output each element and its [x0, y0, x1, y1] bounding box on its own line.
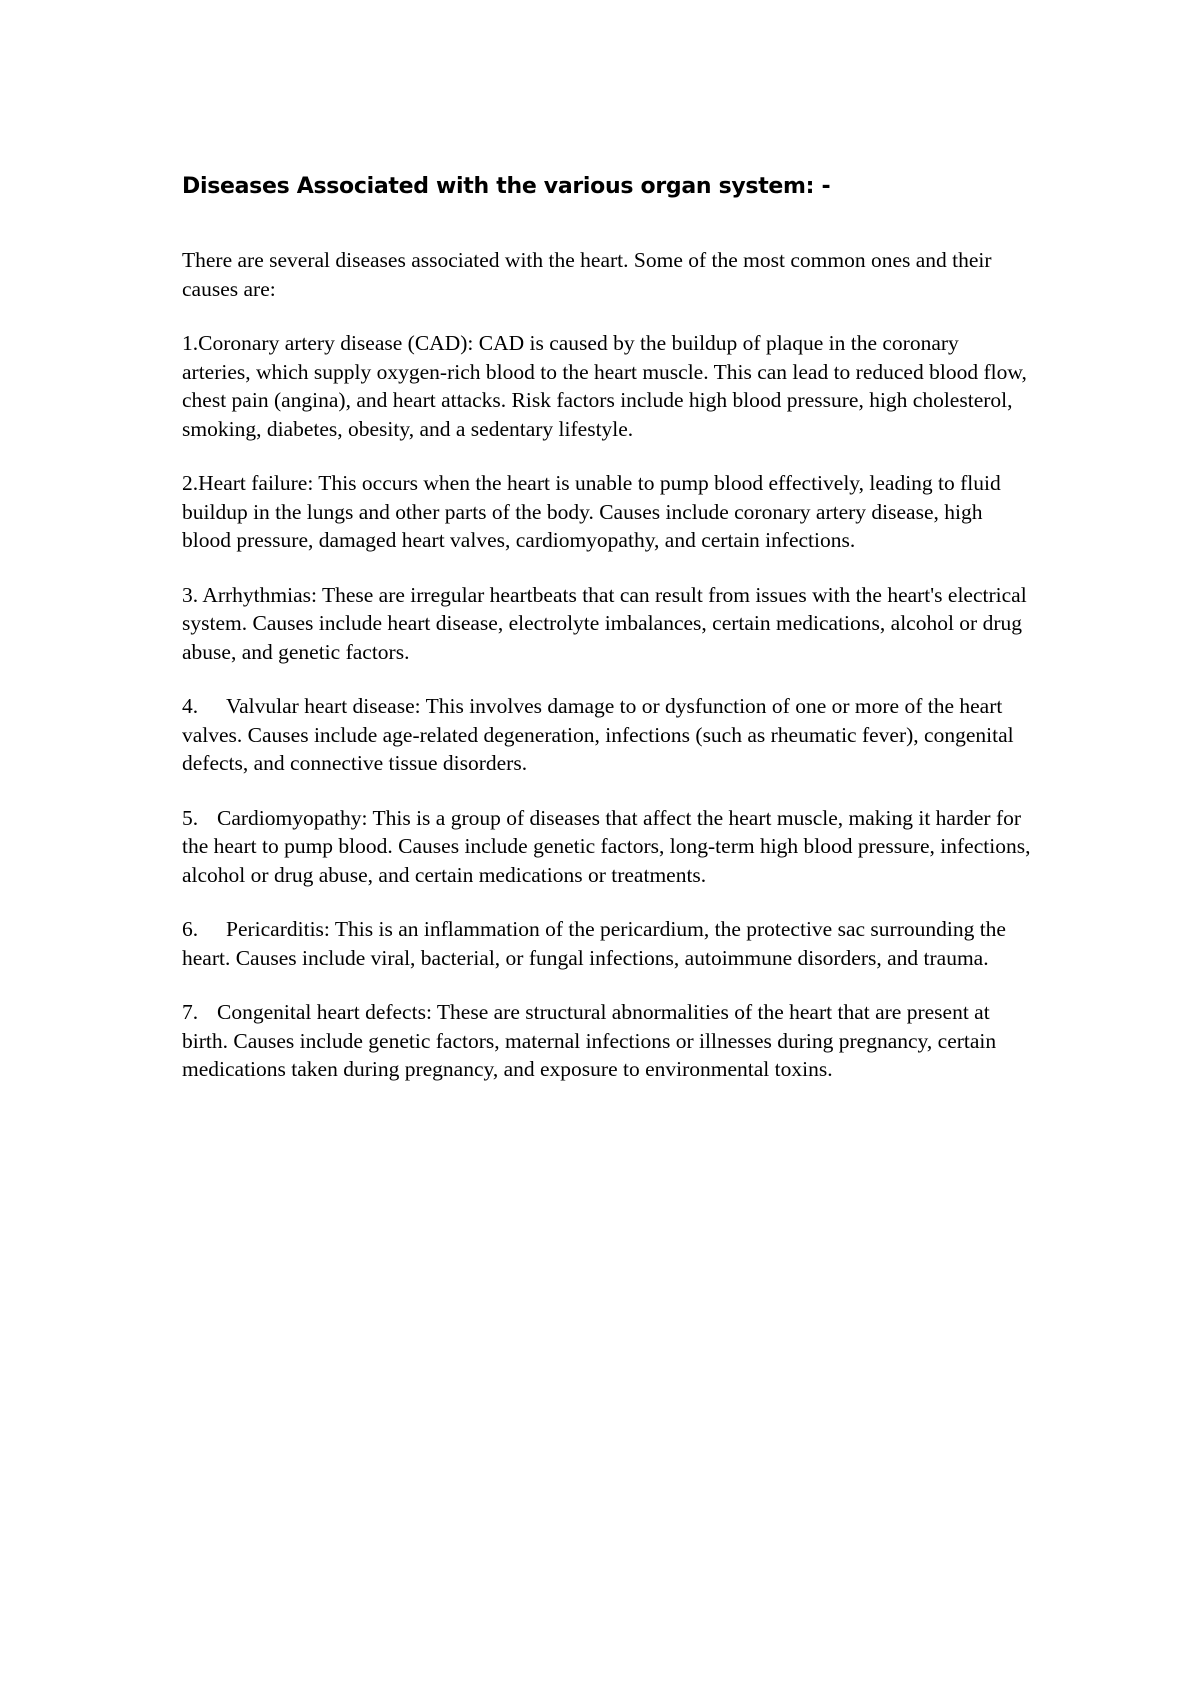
- list-item-text: Arrhythmias: These are irregular heartbeats that can result from issues with the heart's electrical system. Causes include heart disease, electrolyte imbalances, certain medications, alcohol or drug abuse, and genetic factors.: [182, 582, 1027, 664]
- list-item-text: Heart failure: This occurs when the heart is unable to pump blood effectively, leading to fluid buildup in the lungs and other parts of the body. Causes include coronary artery disease, high blood pressure, damaged heart valves, cardiomyopathy, and certain infections.: [182, 471, 1001, 552]
- document-body: [182, 172, 1032, 1110]
- list-item-number: 7.: [182, 1000, 199, 1024]
- list-item-coronary-artery-disease: [182, 329, 1032, 443]
- list-item-text: Coronary artery disease (CAD): CAD is caused by the buildup of plaque in the coronary arteries, which supply oxygen-rich blood to the heart muscle. This can lead to reduced blood flow, chest pain (angina), and heart attacks. Risk factors include high blood pressure, high cholesterol, smoking, diabetes, obesity, and a sedentary lifestyle.: [182, 331, 1027, 441]
- list-item-text: Valvular heart disease: This involves damage to or dysfunction of one or more of the heart valves. Causes include age-related degeneration, infections (such as rheumatic fever), congenital defects, and connective tissue disorders.: [182, 694, 1014, 775]
- list-item-cardiomyopathy: [182, 804, 1032, 890]
- list-item-number: 3.: [182, 582, 199, 607]
- list-item-number: 1.: [182, 331, 199, 355]
- list-item-valvular-heart-disease: [182, 692, 1032, 778]
- list-item-number: 2.: [182, 471, 199, 495]
- list-item-number: 5.: [182, 805, 199, 830]
- list-item-pericarditis: [182, 915, 1032, 972]
- list-item-arrhythmias: [182, 581, 1032, 667]
- list-item-text: Congenital heart defects: These are structural abnormalities of the heart that are present at birth. Causes include genetic factors, maternal infections or illnesses during pregnancy, certain medications taken during pregnancy, and exposure to environmental toxins.: [182, 1000, 997, 1081]
- list-item-number: 4.: [182, 694, 199, 718]
- list-item-text: Pericarditis: This is an inflammation of the pericardium, the protective sac surrounding the heart. Causes include viral, bacterial, or fungal infections, autoimmune disorders, and trauma.: [182, 917, 1006, 970]
- list-item-text: Cardiomyopathy: This is a group of diseases that affect the heart muscle, making it harder for the heart to pump blood. Causes include genetic factors, long-term high blood pressure, infections, alcohol or drug abuse, and certain medications or treatments.: [182, 805, 1031, 887]
- list-item-number: 6.: [182, 917, 199, 941]
- document-title: Diseases Associated with the various organ system: -: [182, 174, 831, 199]
- list-item-heart-failure: [182, 469, 1032, 555]
- intro-paragraph: There are several diseases associated with the heart. Some of the most common ones and their causes are:: [182, 248, 992, 301]
- list-item-congenital-heart-defects: [182, 998, 1032, 1084]
